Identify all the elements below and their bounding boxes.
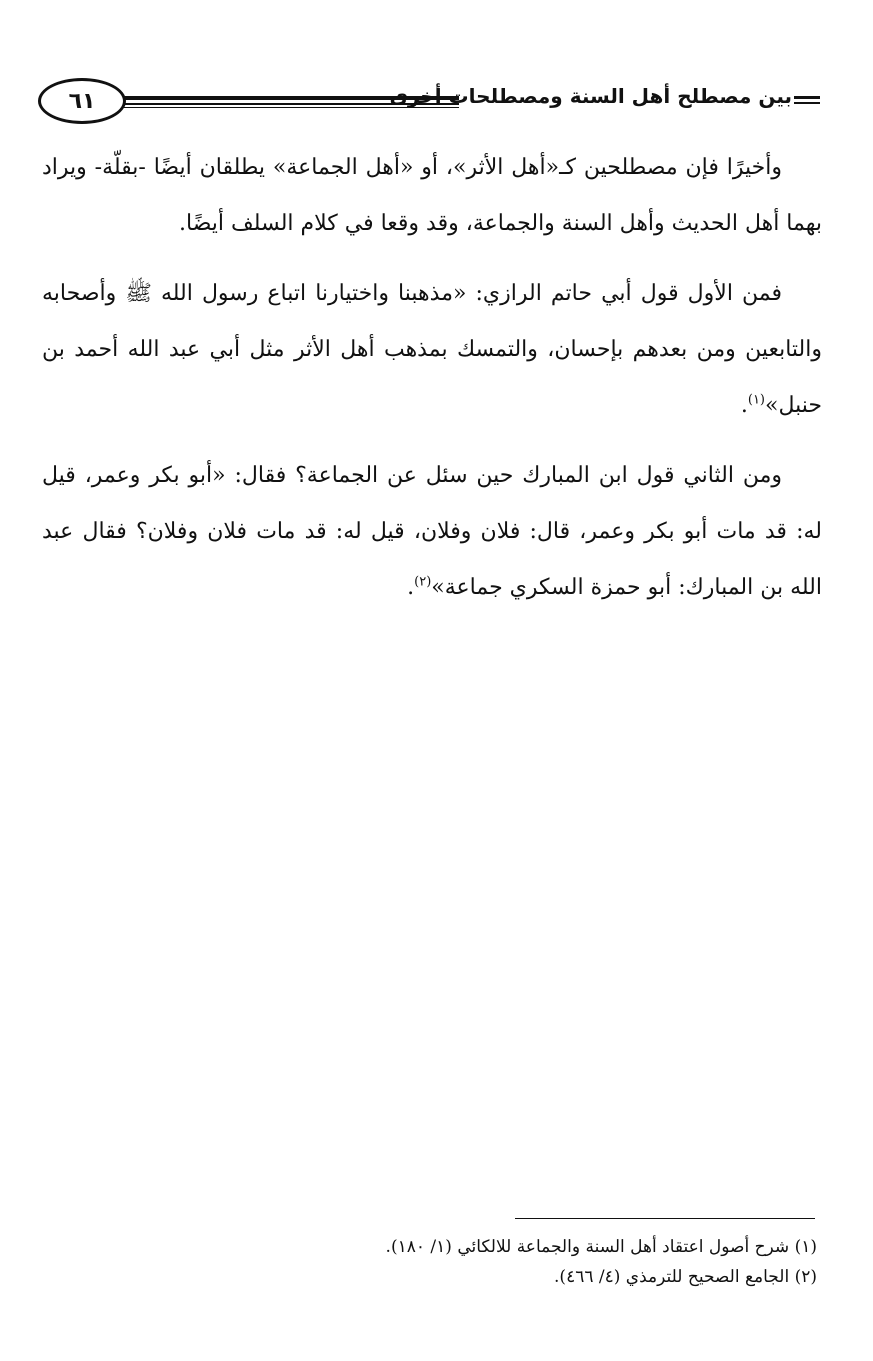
footnotes xyxy=(42,1232,817,1292)
header-rule-tail xyxy=(794,96,820,99)
footnote-reference[interactable]: (٢) xyxy=(414,574,432,590)
running-title: بين مصطلح أهل السنة ومصطلحات أخرى xyxy=(389,84,792,108)
footnote: (١) شرح أصول اعتقاد أهل السنة والجماعة للالكائي (١/ ١٨٠). xyxy=(385,1237,817,1257)
running-header xyxy=(38,78,820,128)
paragraph xyxy=(42,266,822,434)
paragraph-end-punctuation: . xyxy=(740,393,748,418)
paragraph-text: وأخيرًا فإن مصطلحين كـ«أهل الأثر»، أو «أهل الجماعة» يطلقان أيضًا -بقلّة- ويراد بهما أهل الحديث وأهل السنة والجماعة، وقد وقعا في كلام السلف أيضًا. xyxy=(42,155,822,236)
paragraph-text: ومن الثاني قول ابن المبارك حين سئل عن الجماعة؟ فقال: «أبو بكر وعمر، قيل له: قد مات أبو بكر وعمر، قال: فلان وفلان، قيل له: قد مات فلان وفلان؟ فقال عبد الله بن المبارك: أبو حمزة السكري جماعة» xyxy=(42,463,822,600)
main-text xyxy=(42,140,822,630)
footnote: (٢) الجامع الصحيح للترمذي (٤/ ٤٦٦). xyxy=(554,1267,817,1287)
paragraph-text: فمن الأول قول أبي حاتم الرازي: «مذهبنا واختيارنا اتباع رسول الله ﷺ وأصحابه والتابعين ومن بعدهم بإحسان، والتمسك بمذهب أهل الأثر مثل أبي عبد الله أحمد بن حنبل» xyxy=(42,281,822,418)
paragraph-end-punctuation: . xyxy=(407,575,415,600)
paragraph xyxy=(42,448,822,616)
page-number: ٦١ xyxy=(38,78,126,124)
paragraph xyxy=(42,140,822,252)
footnote-separator xyxy=(515,1218,815,1219)
footnote-reference[interactable]: (١) xyxy=(747,392,765,408)
header-rule-tail xyxy=(794,102,820,104)
